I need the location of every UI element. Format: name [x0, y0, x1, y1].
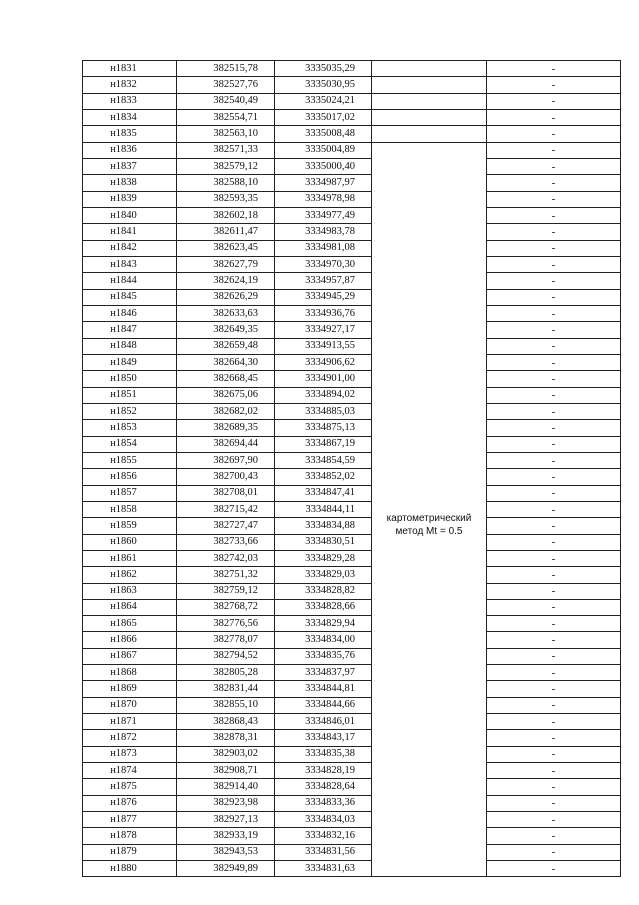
method-cell: [372, 142, 487, 877]
method-cell-empty: [372, 77, 487, 93]
accuracy-dash-cell: -: [487, 191, 621, 207]
accuracy-dash-cell: -: [487, 371, 621, 387]
table-row: [83, 61, 621, 77]
x-coordinate-cell: 382700,43: [177, 469, 275, 485]
y-coordinate-cell: 3334981,08: [275, 240, 372, 256]
table-row: [83, 420, 621, 436]
y-coordinate-cell: 3334835,38: [275, 746, 372, 762]
point-id-cell: н1852: [83, 403, 177, 419]
accuracy-dash-cell: -: [487, 158, 621, 174]
point-id-cell: н1844: [83, 273, 177, 289]
accuracy-dash-cell: -: [487, 175, 621, 191]
x-coordinate-cell: 382914,40: [177, 779, 275, 795]
accuracy-dash-cell: -: [487, 403, 621, 419]
y-coordinate-cell: 3334927,17: [275, 322, 372, 338]
point-id-cell: н1847: [83, 322, 177, 338]
table-row: [83, 681, 621, 697]
table-row: [83, 648, 621, 664]
table-row: [83, 763, 621, 779]
table-row: [83, 322, 621, 338]
y-coordinate-cell: 3334835,76: [275, 648, 372, 664]
point-id-cell: н1876: [83, 795, 177, 811]
x-coordinate-cell: 382515,78: [177, 61, 275, 77]
x-coordinate-cell: 382649,35: [177, 322, 275, 338]
point-id-cell: н1832: [83, 77, 177, 93]
table-row: [83, 697, 621, 713]
accuracy-dash-cell: -: [487, 828, 621, 844]
point-id-cell: н1856: [83, 469, 177, 485]
point-id-cell: н1833: [83, 93, 177, 109]
table-row: [83, 567, 621, 583]
x-coordinate-cell: 382563,10: [177, 126, 275, 142]
accuracy-dash-cell: -: [487, 746, 621, 762]
y-coordinate-cell: 3334829,94: [275, 616, 372, 632]
point-id-cell: н1853: [83, 420, 177, 436]
table-row: [83, 126, 621, 142]
x-coordinate-cell: 382627,79: [177, 256, 275, 272]
x-coordinate-cell: 382624,19: [177, 273, 275, 289]
accuracy-dash-cell: -: [487, 697, 621, 713]
accuracy-dash-cell: -: [487, 518, 621, 534]
table-row: [83, 93, 621, 109]
table-row: [83, 305, 621, 321]
point-id-cell: н1866: [83, 632, 177, 648]
y-coordinate-cell: 3334936,76: [275, 305, 372, 321]
point-id-cell: н1839: [83, 191, 177, 207]
accuracy-dash-cell: -: [487, 387, 621, 403]
accuracy-dash-cell: -: [487, 338, 621, 354]
y-coordinate-cell: 3334837,97: [275, 665, 372, 681]
y-coordinate-cell: 3334829,28: [275, 550, 372, 566]
x-coordinate-cell: 382727,47: [177, 518, 275, 534]
x-coordinate-cell: 382593,35: [177, 191, 275, 207]
table-row: [83, 861, 621, 877]
y-coordinate-cell: 3335017,02: [275, 109, 372, 125]
y-coordinate-cell: 3334913,55: [275, 338, 372, 354]
table-row: [83, 403, 621, 419]
accuracy-dash-cell: -: [487, 224, 621, 240]
point-id-cell: н1855: [83, 452, 177, 468]
x-coordinate-cell: 382923,98: [177, 795, 275, 811]
accuracy-dash-cell: -: [487, 632, 621, 648]
y-coordinate-cell: 3334978,98: [275, 191, 372, 207]
y-coordinate-cell: 3334844,81: [275, 681, 372, 697]
point-id-cell: н1873: [83, 746, 177, 762]
accuracy-dash-cell: -: [487, 844, 621, 860]
x-coordinate-cell: 382682,02: [177, 403, 275, 419]
x-coordinate-cell: 382831,44: [177, 681, 275, 697]
x-coordinate-cell: 382694,44: [177, 436, 275, 452]
x-coordinate-cell: 382742,03: [177, 550, 275, 566]
table-row: [83, 632, 621, 648]
y-coordinate-cell: 3334832,16: [275, 828, 372, 844]
y-coordinate-cell: 3334854,59: [275, 452, 372, 468]
point-id-cell: н1865: [83, 616, 177, 632]
table-row: [83, 469, 621, 485]
y-coordinate-cell: 3334834,03: [275, 812, 372, 828]
x-coordinate-cell: 382949,89: [177, 861, 275, 877]
table-row: [83, 844, 621, 860]
point-id-cell: н1861: [83, 550, 177, 566]
point-id-cell: н1850: [83, 371, 177, 387]
point-id-cell: н1854: [83, 436, 177, 452]
y-coordinate-cell: 3335024,21: [275, 93, 372, 109]
accuracy-dash-cell: -: [487, 583, 621, 599]
accuracy-dash-cell: -: [487, 730, 621, 746]
y-coordinate-cell: 3334970,30: [275, 256, 372, 272]
accuracy-dash-cell: -: [487, 550, 621, 566]
accuracy-dash-cell: -: [487, 354, 621, 370]
point-id-cell: н1840: [83, 207, 177, 223]
accuracy-dash-cell: -: [487, 420, 621, 436]
point-id-cell: н1851: [83, 387, 177, 403]
y-coordinate-cell: 3335000,40: [275, 158, 372, 174]
method-value: метод Mt = 0.5: [395, 525, 463, 537]
y-coordinate-cell: 3334828,64: [275, 779, 372, 795]
accuracy-dash-cell: -: [487, 240, 621, 256]
y-coordinate-cell: 3334831,56: [275, 844, 372, 860]
x-coordinate-cell: 382588,10: [177, 175, 275, 191]
table-row: [83, 714, 621, 730]
accuracy-dash-cell: -: [487, 681, 621, 697]
table-row: [83, 534, 621, 550]
point-id-cell: н1868: [83, 665, 177, 681]
x-coordinate-cell: 382759,12: [177, 583, 275, 599]
point-id-cell: н1842: [83, 240, 177, 256]
table-row: [83, 452, 621, 468]
table-row: [83, 828, 621, 844]
point-id-cell: н1834: [83, 109, 177, 125]
accuracy-dash-cell: -: [487, 273, 621, 289]
accuracy-dash-cell: -: [487, 485, 621, 501]
table-row: [83, 599, 621, 615]
table-row: [83, 795, 621, 811]
y-coordinate-cell: 3335035,29: [275, 61, 372, 77]
accuracy-dash-cell: -: [487, 452, 621, 468]
accuracy-dash-cell: -: [487, 567, 621, 583]
y-coordinate-cell: 3334852,02: [275, 469, 372, 485]
x-coordinate-cell: 382689,35: [177, 420, 275, 436]
x-coordinate-cell: 382602,18: [177, 207, 275, 223]
y-coordinate-cell: 3334830,51: [275, 534, 372, 550]
point-id-cell: н1879: [83, 844, 177, 860]
x-coordinate-cell: 382778,07: [177, 632, 275, 648]
point-id-cell: н1869: [83, 681, 177, 697]
accuracy-dash-cell: -: [487, 812, 621, 828]
accuracy-dash-cell: -: [487, 126, 621, 142]
y-coordinate-cell: 3334894,02: [275, 387, 372, 403]
y-coordinate-cell: 3334977,49: [275, 207, 372, 223]
table-row: [83, 746, 621, 762]
x-coordinate-cell: 382908,71: [177, 763, 275, 779]
y-coordinate-cell: 3334834,00: [275, 632, 372, 648]
accuracy-dash-cell: -: [487, 61, 621, 77]
x-coordinate-cell: 382554,71: [177, 109, 275, 125]
y-coordinate-cell: 3334846,01: [275, 714, 372, 730]
y-coordinate-cell: 3334983,78: [275, 224, 372, 240]
y-coordinate-cell: 3334833,36: [275, 795, 372, 811]
point-id-cell: н1862: [83, 567, 177, 583]
accuracy-dash-cell: -: [487, 109, 621, 125]
point-id-cell: н1848: [83, 338, 177, 354]
table-row: [83, 273, 621, 289]
point-id-cell: н1835: [83, 126, 177, 142]
y-coordinate-cell: 3334843,17: [275, 730, 372, 746]
x-coordinate-cell: 382708,01: [177, 485, 275, 501]
table-row: [83, 158, 621, 174]
accuracy-dash-cell: -: [487, 714, 621, 730]
y-coordinate-cell: 3334844,11: [275, 501, 372, 517]
x-coordinate-cell: 382733,66: [177, 534, 275, 550]
table-row: [83, 583, 621, 599]
coordinates-table-body: [83, 61, 621, 877]
table-row: [83, 485, 621, 501]
accuracy-dash-cell: -: [487, 599, 621, 615]
table-row: [83, 207, 621, 223]
point-id-cell: н1863: [83, 583, 177, 599]
x-coordinate-cell: 382659,48: [177, 338, 275, 354]
y-coordinate-cell: 3334867,19: [275, 436, 372, 452]
accuracy-dash-cell: -: [487, 77, 621, 93]
coordinates-table: [82, 60, 621, 877]
table-row: [83, 142, 621, 158]
accuracy-dash-cell: -: [487, 305, 621, 321]
x-coordinate-cell: 382664,30: [177, 354, 275, 370]
y-coordinate-cell: 3334987,97: [275, 175, 372, 191]
table-row: [83, 175, 621, 191]
point-id-cell: н1871: [83, 714, 177, 730]
x-coordinate-cell: 382855,10: [177, 697, 275, 713]
x-coordinate-cell: 382540,49: [177, 93, 275, 109]
accuracy-dash-cell: -: [487, 534, 621, 550]
x-coordinate-cell: 382675,06: [177, 387, 275, 403]
point-id-cell: н1859: [83, 518, 177, 534]
point-id-cell: н1831: [83, 61, 177, 77]
table-row: [83, 77, 621, 93]
accuracy-dash-cell: -: [487, 648, 621, 664]
x-coordinate-cell: 382633,63: [177, 305, 275, 321]
point-id-cell: н1867: [83, 648, 177, 664]
y-coordinate-cell: 3334834,88: [275, 518, 372, 534]
accuracy-dash-cell: -: [487, 779, 621, 795]
table-row: [83, 730, 621, 746]
x-coordinate-cell: 382751,32: [177, 567, 275, 583]
x-coordinate-cell: 382715,42: [177, 501, 275, 517]
table-row: [83, 616, 621, 632]
table-row: [83, 224, 621, 240]
table-row: [83, 338, 621, 354]
y-coordinate-cell: 3334828,66: [275, 599, 372, 615]
x-coordinate-cell: 382579,12: [177, 158, 275, 174]
table-row: [83, 191, 621, 207]
accuracy-dash-cell: -: [487, 469, 621, 485]
x-coordinate-cell: 382571,33: [177, 142, 275, 158]
x-coordinate-cell: 382611,47: [177, 224, 275, 240]
accuracy-dash-cell: -: [487, 436, 621, 452]
x-coordinate-cell: 382776,56: [177, 616, 275, 632]
point-id-cell: н1858: [83, 501, 177, 517]
x-coordinate-cell: 382794,52: [177, 648, 275, 664]
x-coordinate-cell: 382697,90: [177, 452, 275, 468]
accuracy-dash-cell: -: [487, 322, 621, 338]
method-cell-empty: [372, 61, 487, 77]
y-coordinate-cell: 3334945,29: [275, 289, 372, 305]
point-id-cell: н1877: [83, 812, 177, 828]
y-coordinate-cell: 3334828,82: [275, 583, 372, 599]
x-coordinate-cell: 382527,76: [177, 77, 275, 93]
method-cell-empty: [372, 93, 487, 109]
x-coordinate-cell: 382668,45: [177, 371, 275, 387]
y-coordinate-cell: 3335008,48: [275, 126, 372, 142]
point-id-cell: н1872: [83, 730, 177, 746]
point-id-cell: н1880: [83, 861, 177, 877]
y-coordinate-cell: 3334829,03: [275, 567, 372, 583]
x-coordinate-cell: 382927,13: [177, 812, 275, 828]
x-coordinate-cell: 382868,43: [177, 714, 275, 730]
table-row: [83, 550, 621, 566]
table-row: [83, 518, 621, 534]
y-coordinate-cell: 3334957,87: [275, 273, 372, 289]
table-row: [83, 387, 621, 403]
y-coordinate-cell: 3334885,03: [275, 403, 372, 419]
table-row: [83, 812, 621, 828]
point-id-cell: н1843: [83, 256, 177, 272]
accuracy-dash-cell: -: [487, 207, 621, 223]
accuracy-dash-cell: -: [487, 289, 621, 305]
point-id-cell: н1857: [83, 485, 177, 501]
x-coordinate-cell: 382933,19: [177, 828, 275, 844]
y-coordinate-cell: 3334906,62: [275, 354, 372, 370]
table-row: [83, 240, 621, 256]
accuracy-dash-cell: -: [487, 256, 621, 272]
accuracy-dash-cell: -: [487, 763, 621, 779]
point-id-cell: н1864: [83, 599, 177, 615]
coordinates-sheet: [82, 60, 620, 877]
table-row: [83, 371, 621, 387]
x-coordinate-cell: 382768,72: [177, 599, 275, 615]
accuracy-dash-cell: -: [487, 861, 621, 877]
point-id-cell: н1841: [83, 224, 177, 240]
point-id-cell: н1837: [83, 158, 177, 174]
point-id-cell: н1870: [83, 697, 177, 713]
point-id-cell: н1846: [83, 305, 177, 321]
y-coordinate-cell: 3334844,66: [275, 697, 372, 713]
point-id-cell: н1878: [83, 828, 177, 844]
point-id-cell: н1849: [83, 354, 177, 370]
point-id-cell: н1845: [83, 289, 177, 305]
point-id-cell: н1838: [83, 175, 177, 191]
accuracy-dash-cell: -: [487, 142, 621, 158]
table-row: [83, 665, 621, 681]
y-coordinate-cell: 3334875,13: [275, 420, 372, 436]
table-row: [83, 289, 621, 305]
y-coordinate-cell: 3334901,00: [275, 371, 372, 387]
accuracy-dash-cell: -: [487, 665, 621, 681]
x-coordinate-cell: 382623,45: [177, 240, 275, 256]
accuracy-dash-cell: -: [487, 501, 621, 517]
table-row: [83, 354, 621, 370]
y-coordinate-cell: 3335030,95: [275, 77, 372, 93]
method-cell-empty: [372, 126, 487, 142]
method-label: картометрический: [386, 512, 472, 524]
y-coordinate-cell: 3335004,89: [275, 142, 372, 158]
y-coordinate-cell: 3334828,19: [275, 763, 372, 779]
x-coordinate-cell: 382943,53: [177, 844, 275, 860]
accuracy-dash-cell: -: [487, 616, 621, 632]
table-row: [83, 436, 621, 452]
point-id-cell: н1860: [83, 534, 177, 550]
accuracy-dash-cell: -: [487, 795, 621, 811]
table-row: [83, 501, 621, 517]
y-coordinate-cell: 3334831,63: [275, 861, 372, 877]
point-id-cell: н1836: [83, 142, 177, 158]
point-id-cell: н1874: [83, 763, 177, 779]
x-coordinate-cell: 382903,02: [177, 746, 275, 762]
x-coordinate-cell: 382626,29: [177, 289, 275, 305]
table-row: [83, 109, 621, 125]
method-cell-empty: [372, 109, 487, 125]
accuracy-dash-cell: -: [487, 93, 621, 109]
point-id-cell: н1875: [83, 779, 177, 795]
table-row: [83, 256, 621, 272]
x-coordinate-cell: 382878,31: [177, 730, 275, 746]
table-row: [83, 779, 621, 795]
x-coordinate-cell: 382805,28: [177, 665, 275, 681]
y-coordinate-cell: 3334847,41: [275, 485, 372, 501]
